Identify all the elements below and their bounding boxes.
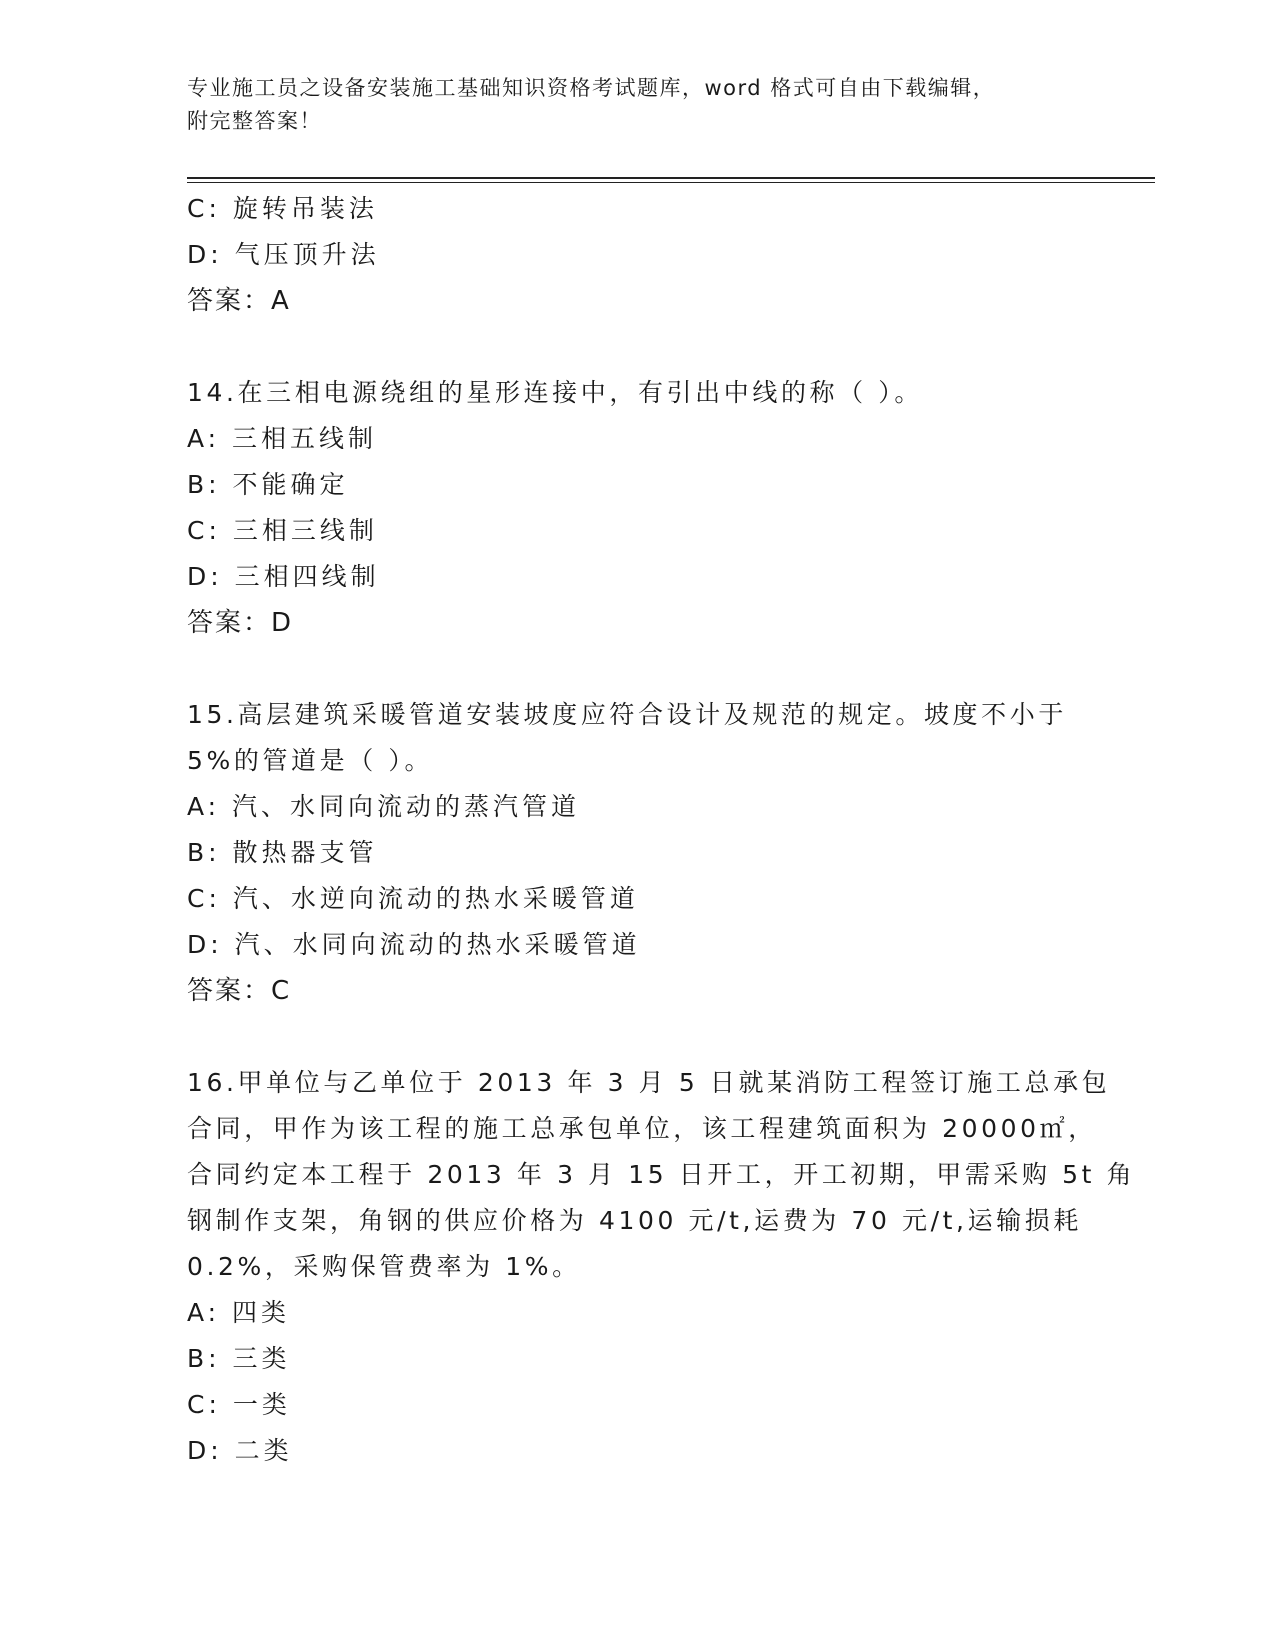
option-b: B: 三类 [187,1344,291,1373]
option-c: C: 汽、水逆向流动的热水采暖管道 [187,884,639,913]
option-c: C: 三相三线制 [187,516,378,545]
option-c: C: 一类 [187,1390,291,1419]
option-d: D: 汽、水同向流动的热水采暖管道 [187,930,641,959]
option-b: B: 散热器支管 [187,838,378,867]
question-text-line-3: 合同约定本工程于 2013 年 3 月 15 日开工，开工初期，甲需采购 5t 角 [187,1160,1136,1189]
answer-line: 答案：A [187,286,291,316]
option-a: A: 四类 [187,1298,291,1327]
option-d: D: 气压顶升法 [187,240,380,269]
spacer [187,646,1087,692]
question-text-line-5: 0.2%，采购保管费率为 1%。 [187,1252,581,1281]
option-c: C: 旋转吊装法 [187,194,378,223]
option-d: D: 二类 [187,1436,293,1465]
question-text-line-2: 合同，甲作为该工程的施工总承包单位，该工程建筑面积为 20000㎡， [187,1114,1097,1143]
question-15 [187,692,1087,1014]
option-a: A: 汽、水同向流动的蒸汽管道 [187,792,581,821]
option-b: B: 不能确定 [187,470,349,499]
option-a: A: 三相五线制 [187,424,378,453]
answer-line: 答案：C [187,976,292,1006]
question-text: 14.在三相电源绕组的星形连接中，有引出中线的称（ ）。 [187,378,924,407]
header-rule-thick [187,177,1155,179]
header-line-2: 附完整答案！ [187,109,322,133]
question-13 [187,186,1087,324]
option-d: D: 三相四线制 [187,562,380,591]
question-text-line-1: 15.高层建筑采暖管道安装坡度应符合设计及规范的规定。坡度不小于 [187,700,1067,729]
spacer [187,1014,1087,1060]
page-header [187,72,1057,138]
question-14 [187,370,1087,646]
header-line-1: 专业施工员之设备安装施工基础知识资格考试题库，word 格式可自由下载编辑， [187,76,996,100]
spacer [187,324,1087,370]
question-content [187,186,1136,1474]
question-16 [187,1060,1136,1474]
question-text-line-4: 钢制作支架，角钢的供应价格为 4100 元/t,运费为 70 元/t,运输损耗 [187,1206,1082,1235]
answer-line: 答案：D [187,608,294,638]
question-text-line-1: 16.甲单位与乙单位于 2013 年 3 月 5 日就某消防工程签订施工总承包 [187,1068,1111,1097]
question-text-line-2: 5%的管道是（ ）。 [187,746,434,775]
header-rule-thin [187,182,1155,183]
